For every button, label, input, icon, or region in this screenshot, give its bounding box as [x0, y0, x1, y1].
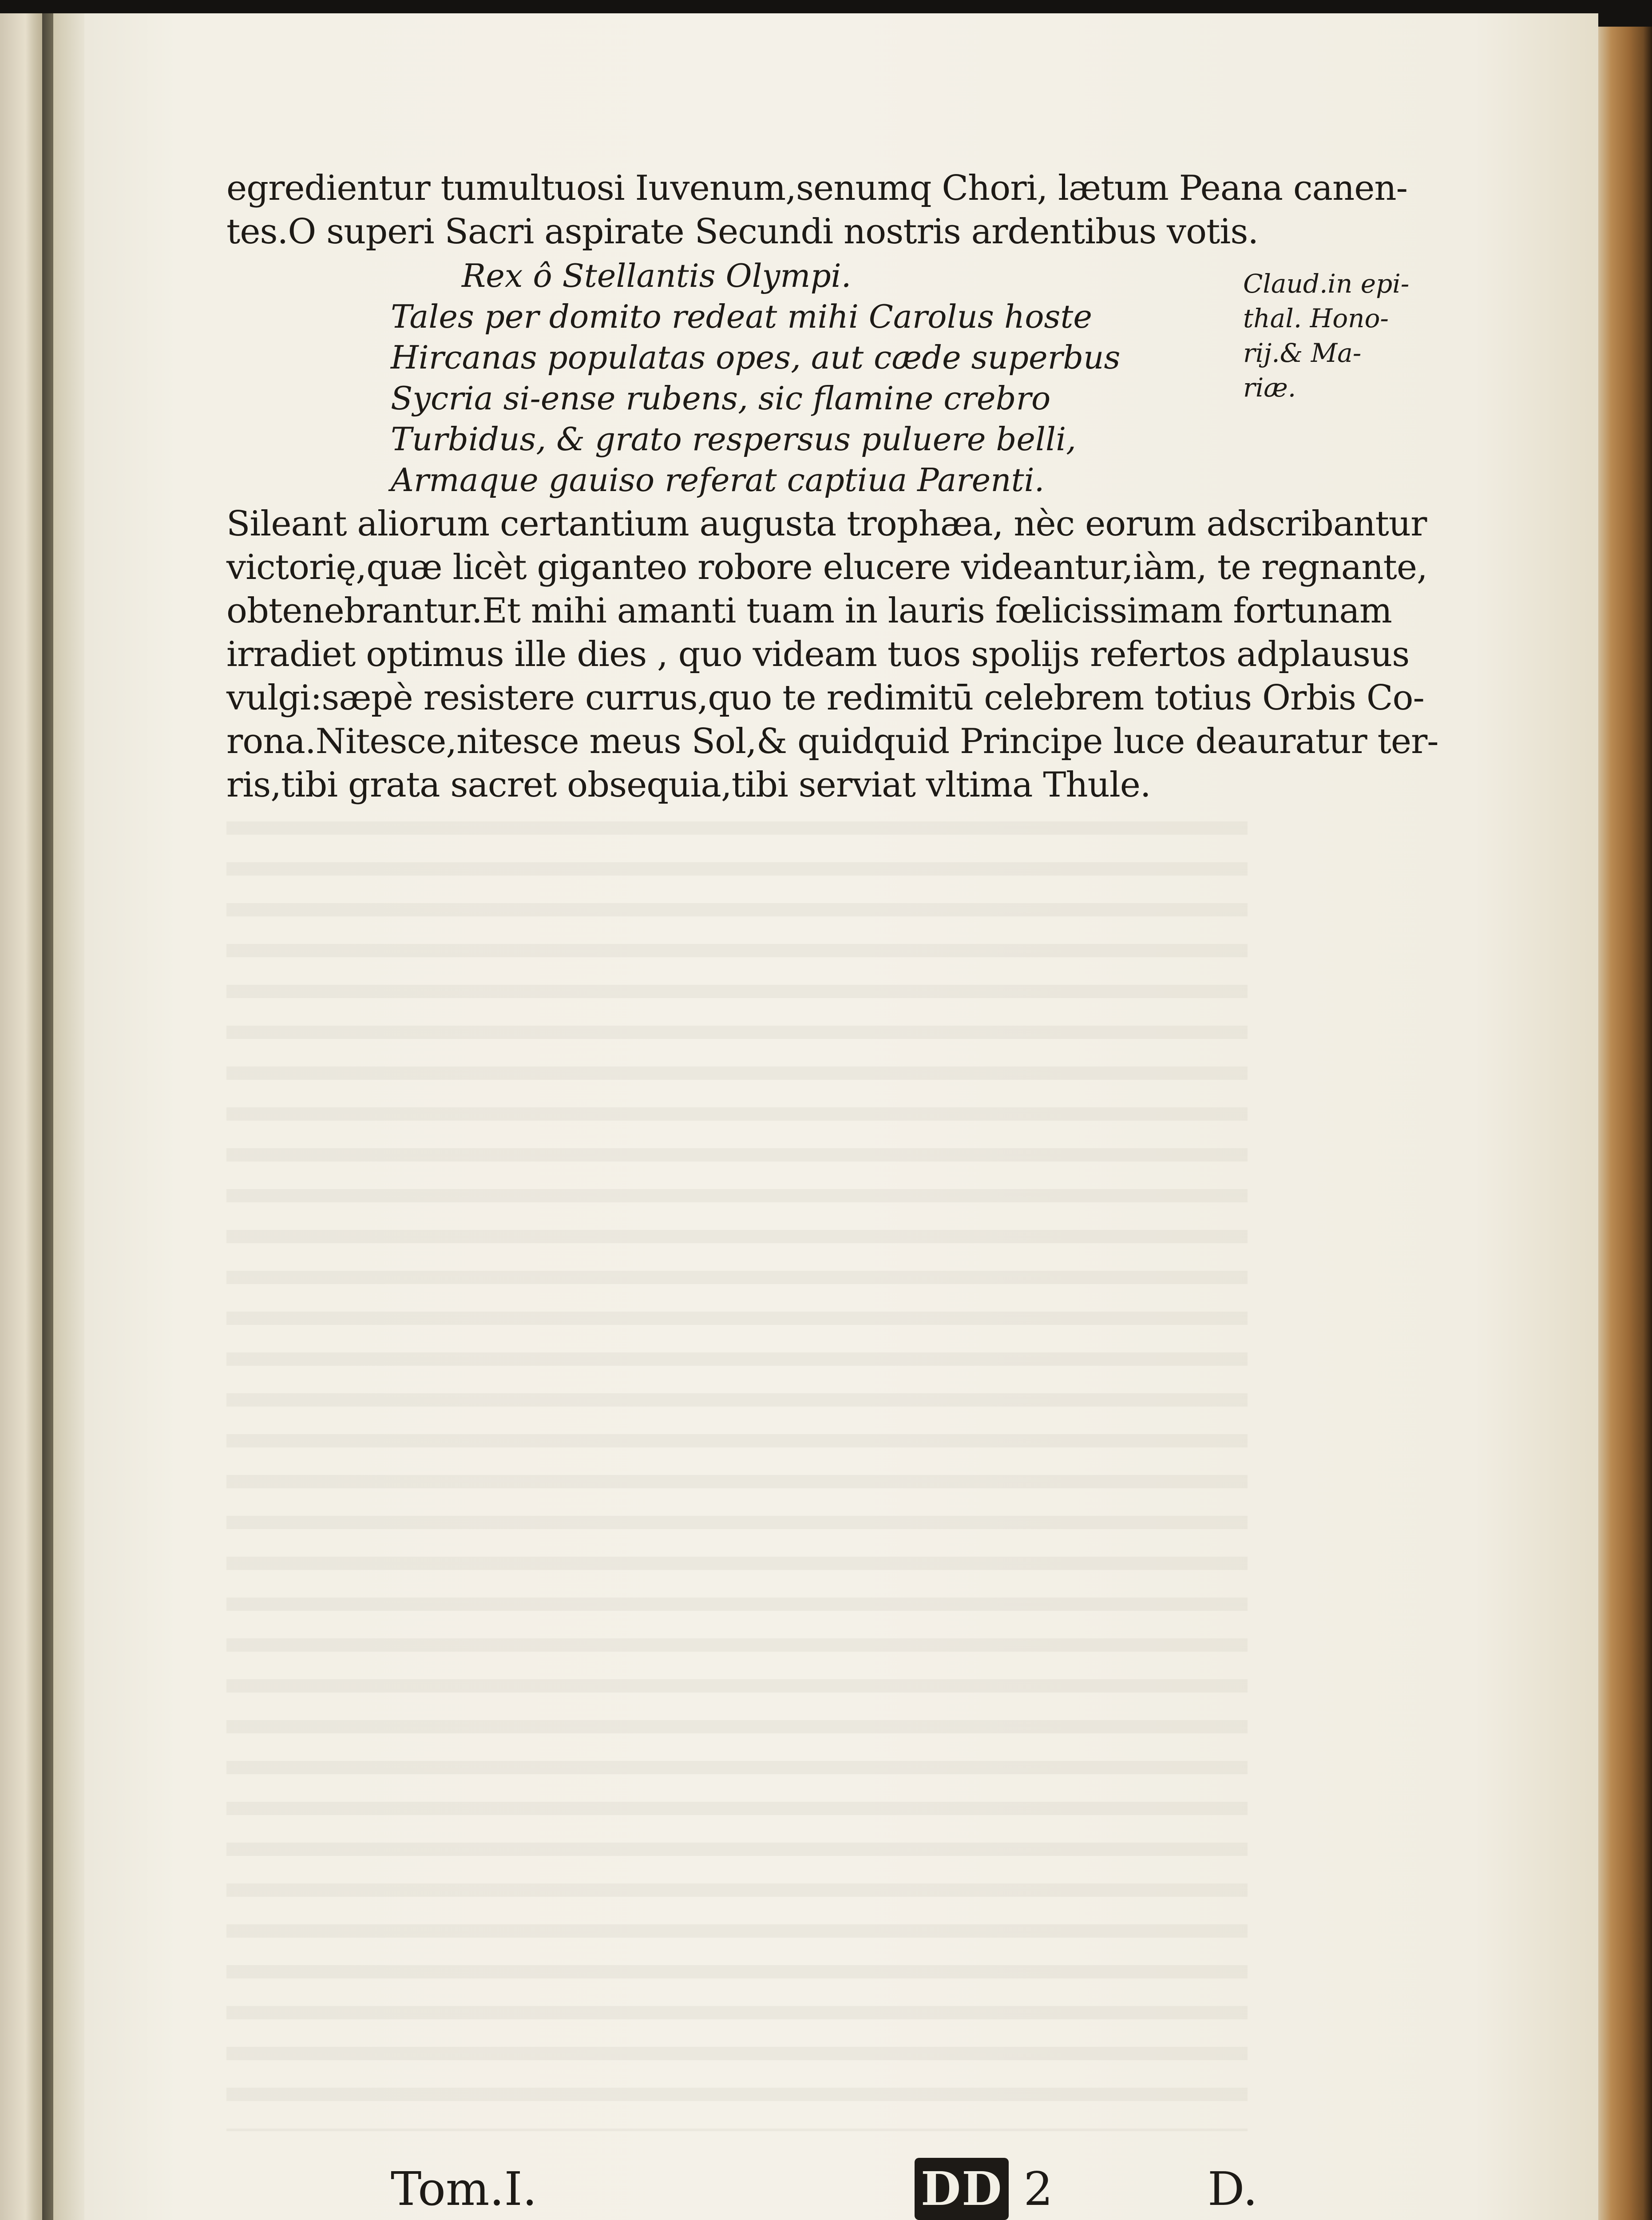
- prose-line: irradiet optimus ille dies , quo videam tuos spolijs refertos adplausus: [226, 634, 1410, 674]
- bleed-through-texture: [226, 821, 1248, 2131]
- verse-line: Sycria si-ense rubens, sic flamine crebro: [391, 380, 1051, 417]
- verse-line: Turbidus, & grato respersus puluere belli,: [391, 420, 1076, 458]
- marginal-note: [1243, 266, 1430, 405]
- marginal-note-line: thal. Hono-: [1243, 303, 1389, 333]
- signature-mark: [915, 2158, 1053, 2220]
- prose-line: egredientur tumultuosi Iuvenum,senumq Chori, lætum Peana canen-: [226, 168, 1407, 208]
- volume-mark: Tom.I.: [391, 2162, 537, 2216]
- prose-line: tes.O superi Sacri aspirate Secundi nostris ardentibus votis.: [226, 212, 1259, 252]
- catchword: D.: [1208, 2162, 1258, 2216]
- gutter-shadow: [27, 13, 84, 2220]
- verse-quotation: [391, 255, 1239, 500]
- marginal-note-line: Claud.in epi-: [1243, 269, 1410, 299]
- verse-line: Hircanas populatas opes, aut cæde superbus: [391, 339, 1121, 376]
- prose-line: rona.Nitesce,nitesce meus Sol,& quidquid Principe luce deauratur ter-: [226, 722, 1438, 761]
- verse-line: Tales per domito redeat mihi Carolus hoste: [391, 298, 1093, 335]
- verse-line: Armaque gauiso referat captiua Parenti.: [391, 461, 1045, 499]
- signature-stamp: DD: [915, 2158, 1009, 2220]
- page-footer: [0, 2158, 1652, 2220]
- right-page-stack-edge: [1594, 27, 1652, 2220]
- signature-number: 2: [1023, 2162, 1053, 2216]
- verse-line: Rex ô Stellantis Olympi.: [462, 257, 852, 294]
- marginal-note-line: riæ.: [1243, 373, 1296, 403]
- prose-line: vulgi:sæpè resistere currus,quo te redimitū celebrem totius Orbis Co-: [226, 678, 1424, 718]
- prose-line: victorię,quæ licèt giganteo robore elucere videantur,iàm, te regnante,: [226, 547, 1427, 587]
- prose-line: ris,tibi grata sacret obsequia,tibi serviat vltima Thule.: [226, 765, 1151, 805]
- prose-line: Sileant aliorum certantium augusta trophæa, nèc eorum adscribantur: [226, 504, 1427, 544]
- prose-line: obtenebrantur.Et mihi amanti tuam in lauris fœlicissimam fortunam: [226, 591, 1392, 631]
- marginal-note-line: rij.& Ma-: [1243, 338, 1362, 368]
